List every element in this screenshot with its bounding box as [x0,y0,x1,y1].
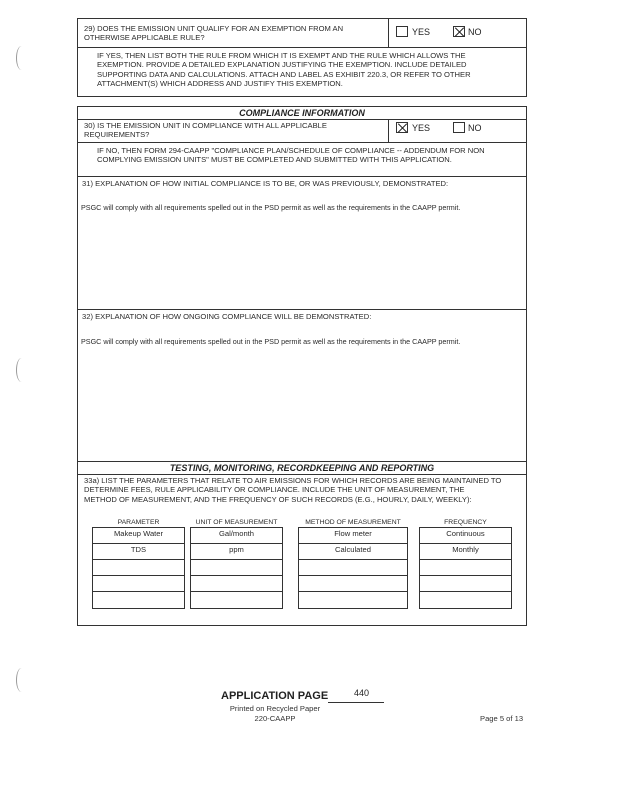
q29-instruction: IF YES, THEN LIST BOTH THE RULE FROM WHICH IT IS EXEMPT AND THE RULE WHICH ALLOWS THE EXEMPTION. PROVIDE A DETAILED EXPLANATION JUSTIFYING THE EXEMPTION. INCLUDE DETAILED SUPPORTING DATA AND CALCULATIONS. ATTACH AND LABEL AS EXHIBIT 220.3, OR REFER TO OTHER ATTACHMENT(S) WHICH ADDRESS AND JUSTIFY THIS EXEMPTION. [97,51,471,89]
table-cell[interactable] [190,591,283,609]
table-cell[interactable]: Monthly [419,543,512,560]
table-cell[interactable] [419,575,512,592]
q29-question: 29) DOES THE EMISSION UNIT QUALIFY FOR AN EXEMPTION FROM AN OTHERWISE APPLICABLE RULE? [84,24,344,43]
table-cell[interactable] [92,559,185,576]
table-cell[interactable] [298,559,408,576]
application-page-underline [328,702,384,703]
table-cell[interactable]: Gal/month [190,527,283,544]
table-cell[interactable]: Calculated [298,543,408,560]
table-cell[interactable] [190,559,283,576]
q32-answer[interactable]: PSGC will comply with all requirements spelled out in the PSD permit as well as the requirements in the CAAPP permit. [81,337,461,346]
table-cell[interactable] [298,591,408,609]
application-page-label: APPLICATION PAGE [221,690,329,702]
application-page-number: 440 [354,688,370,698]
table-cell[interactable] [92,575,185,592]
q29-yes-label: YES [412,27,431,37]
col-head-method: METHOD OF MEASUREMENT [305,519,401,526]
q30-no-label: NO [468,123,482,133]
table-cell[interactable]: Flow meter [298,527,408,544]
q30-no-checkbox[interactable] [453,122,465,133]
table-cell[interactable] [419,591,512,609]
recycled-paper-note: Printed on Recycled Paper [229,704,321,713]
table-cell[interactable] [419,559,512,576]
binder-hole-middle [16,358,27,382]
q30-instruction: IF NO, THEN FORM 294-CAAPP "COMPLIANCE PLAN/SCHEDULE OF COMPLIANCE -- ADDENDUM FOR NON COMPLYING EMISSION UNITS" MUST BE COMPLETED AND SUBMITTED WITH THIS APPLICATION. [97,146,485,165]
testing-heading: TESTING, MONITORING, RECORDKEEPING AND REPORTING [169,463,435,473]
table-cell[interactable]: Makeup Water [92,527,185,544]
binder-hole-top [16,46,27,70]
table-cell[interactable]: ppm [190,543,283,560]
q33-question: 33a) LIST THE PARAMETERS THAT RELATE TO AIR EMISSIONS FOR WHICH RECORDS ARE BEING MAINTAINED TO DETERMINE FEES, RULE APPLICABILITY OR COMPLIANCE. INCLUDE THE UNIT OF MEASUREMENT, THE METHOD OF MEASUREMENT, AND THE FREQUENCY OF SUCH RECORDS (E.G., HOURLY, DAILY, WEEKLY): [84,476,502,504]
table-cell[interactable]: TDS [92,543,185,560]
q30-question: 30) IS THE EMISSION UNIT IN COMPLIANCE WITH ALL APPLICABLE REQUIREMENTS? [84,121,327,140]
col-head-unit: UNIT OF MEASUREMENT [195,519,278,526]
q29-no-checkbox[interactable] [453,26,465,37]
form-id: 220-CAAPP [254,714,296,723]
col-head-parameter: PARAMETER [117,519,160,526]
q29-no-label: NO [468,27,482,37]
q31-answer[interactable]: PSGC will comply with all requirements spelled out in the PSD permit as well as the requirements in the CAAPP permit. [81,203,461,212]
q29-yes-checkbox[interactable] [396,26,408,37]
q30-yes-label: YES [412,123,431,133]
col-head-frequency: FREQUENCY [444,519,487,526]
table-cell[interactable] [92,591,185,609]
binder-hole-bottom [16,668,27,692]
table-cell[interactable] [298,575,408,592]
q32-question: 32) EXPLANATION OF HOW ONGOING COMPLIANCE WILL BE DEMONSTRATED: [82,312,372,321]
compliance-heading: COMPLIANCE INFORMATION [239,108,365,118]
page-number: Page 5 of 13 [480,714,524,723]
q30-yes-checkbox[interactable] [396,122,408,133]
table-cell[interactable]: Continuous [419,527,512,544]
q31-question: 31) EXPLANATION OF HOW INITIAL COMPLIANCE IS TO BE, OR WAS PREVIOUSLY, DEMONSTRATED: [82,179,449,188]
table-cell[interactable] [190,575,283,592]
